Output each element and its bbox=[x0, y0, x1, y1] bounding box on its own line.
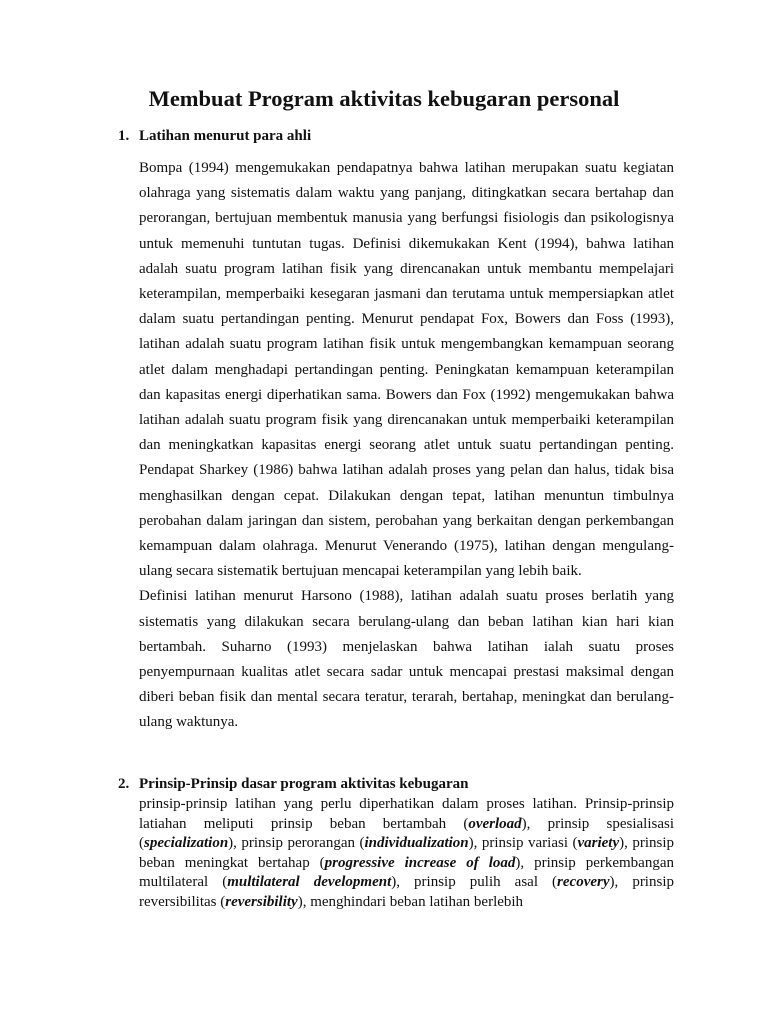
section-1-number: 1. bbox=[118, 128, 130, 144]
section-2-number: 2. bbox=[118, 776, 130, 792]
section-1-title: Latihan menurut para ahli bbox=[139, 128, 312, 144]
section-2-text-5: ), prinsip beban meningkat bertahap ( bbox=[139, 835, 674, 871]
section-1-paragraph-1: Bompa (1994) mengemukakan pendapatnya bahwa latihan merupakan suatu kegiatan olahraga yang sistematis dalam waktu yang panjang, ditingkatkan secara bertahap dan perorangan, bertujuan membentuk manusia yang berfungsi fisiologis dan psikologisnya untuk memenuhi tuntutan tugas. Definisi dikemukakan Kent (1994), bahwa latihan adalah suatu program latihan fisik yang direncanakan untuk membantu mempelajari keterampilan, memperbaiki kesegaran jasmani dan terutama untuk mempersiapkan atlet dalam suatu pertandingan penting. Menurut pendapat Fox, Bowers dan Foss (1993), latihan adalah suatu program latihan fisik untuk mengembangkan kemampuan seorang atlet dalam menghadapi pertandingan penting. Peningkatan kemampuan keterampilan dan kapasitas energi diperhatikan sama. Bowers dan Fox (1992) mengemukakan bahwa latihan adalah suatu program fisik yang direncanakan untuk memperbaiki keterampilan dan meningkatkan kapasitas energi seorang atlet untuk suatu pertandingan penting. Pendapat Sharkey (1986) bahwa latihan adalah proses yang pelan dan halus, tidak bisa menghasilkan dengan cepat. Dilakukan dengan tepat, latihan menuntun timbulnya perobahan dalam jaringan dan sistem, perobahan yang berkaitan dengan perkembangan kemampuan dalam olahraga. Menurut Venerando (1975), latihan dengan mengulang-ulang secara sistematik bertujuan mencapai keterampilan yang lebih baik. bbox=[139, 160, 674, 580]
term-reversibility: reversibility bbox=[225, 893, 298, 910]
section-2-text-2: ), prinsip spesialisasi ( bbox=[139, 815, 674, 852]
term-individualization: individualization bbox=[364, 835, 469, 852]
section-2-text-9: ), menghindari beban latihan berlebih bbox=[297, 893, 524, 910]
term-overload: overload bbox=[468, 815, 522, 832]
term-recovery: recovery bbox=[557, 874, 610, 891]
section-2-body bbox=[139, 795, 674, 913]
term-multilateral-development: multilateral development bbox=[227, 874, 392, 891]
section-1-paragraph-2: Definisi latihan menurut Harsono (1988), latihan adalah suatu proses berlatih yang sistematis yang dilakukan secara berulang-ulang dan beban latihan kian hari kian bertambah. Suharno (1993) menjelaskan bahwa latihan ialah suatu proses penyempurnaan kualitas atlet secara sadar untuk mencapai prestasi maksimal dengan diberi beban fisik dan mental secara teratur, terarah, bertahap, meningkat dan berulang-ulang waktunya. bbox=[139, 588, 674, 731]
section-2-heading bbox=[118, 776, 469, 793]
section-2-text-8: ), prinsip reversibilitas ( bbox=[139, 874, 674, 910]
page-title: Membuat Program aktivitas kebugaran personal bbox=[148, 86, 620, 111]
term-specialization: specialization bbox=[144, 835, 229, 852]
section-2-title: Prinsip-Prinsip dasar program aktivitas kebugaran bbox=[139, 776, 469, 792]
section-2-text-7: ), prinsip pulih asal ( bbox=[391, 874, 558, 891]
section-2-text-1: prinsip-prinsip latihan yang perlu diperhatikan dalam proses latihan. Prinsip-prinsip latiahan meliputi prinsip beban bertambah ( bbox=[139, 796, 674, 832]
section-2-text-4: ), prinsip variasi ( bbox=[468, 835, 578, 852]
section-2-text-3: ), prinsip perorangan ( bbox=[228, 835, 365, 852]
section-1-body bbox=[139, 156, 674, 736]
section-2-paragraph bbox=[139, 795, 674, 913]
section-1-heading bbox=[118, 128, 311, 145]
term-variety: variety bbox=[577, 835, 620, 852]
term-progressive-increase-of-load: progressive increase of load bbox=[324, 854, 516, 871]
section-2-text-6: ), prinsip perkembangan multilateral ( bbox=[139, 854, 674, 891]
